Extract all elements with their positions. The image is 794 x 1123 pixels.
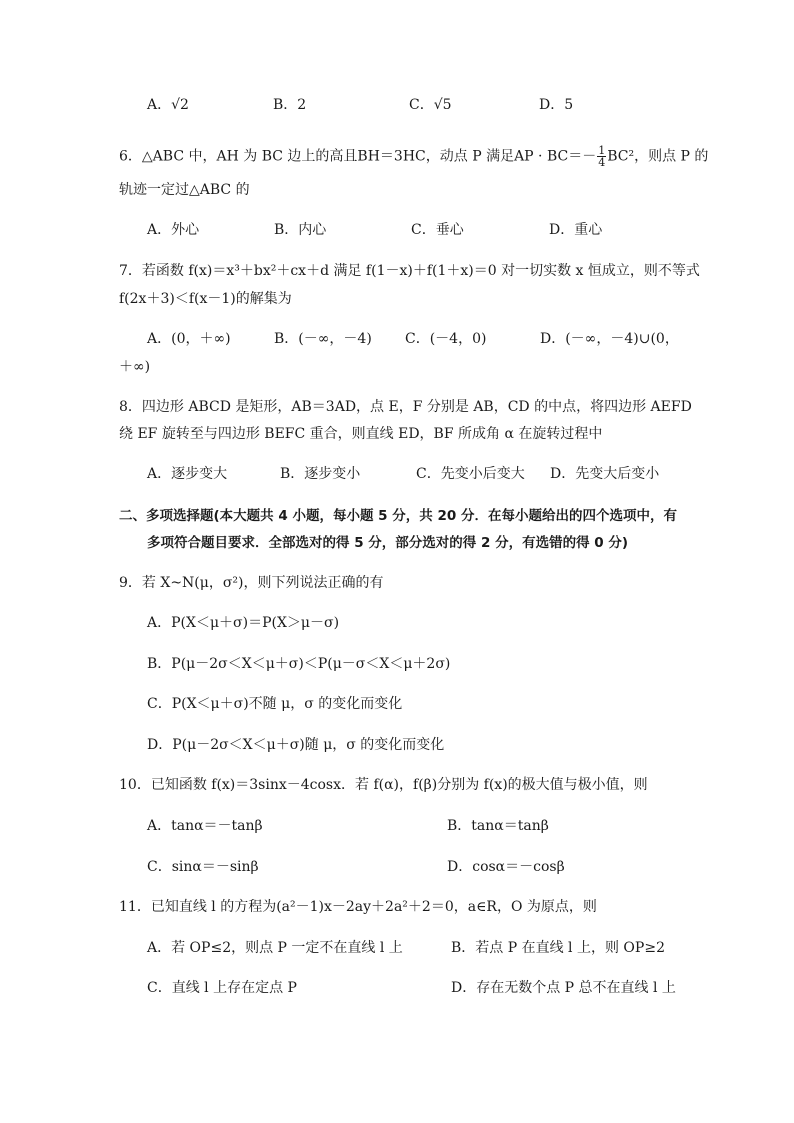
q8-option-c: C．先变小后变大 — [416, 466, 525, 482]
q7-option-d-continued: ＋∞) — [119, 359, 151, 375]
q8-stem-line1: 8．四边形 ABCD 是矩形，AB＝3AD，点 E，F 分别是 AB，CD 的中点，将四边形 AEFD — [119, 399, 692, 415]
q11-option-c: C．直线 l 上存在定点 P — [147, 980, 297, 996]
q8-option-b: B．逐步变小 — [280, 466, 361, 482]
q6-frac-num: 1 — [598, 144, 606, 157]
q9-option-a: A．P(X＜μ＋σ)＝P(X＞μ－σ) — [147, 615, 340, 631]
q5-option-c: C．√5 — [409, 97, 452, 113]
q6-frac-den: 4 — [598, 156, 606, 169]
q9-option-d: D．P(μ－2σ＜X＜μ＋σ)随 μ，σ 的变化而变化 — [147, 737, 445, 753]
q11-option-b: B．若点 P 在直线 l 上，则 OP≥2 — [451, 940, 665, 956]
q11-option-d: D．存在无数个点 P 总不在直线 l 上 — [451, 980, 676, 996]
q6-stem-line2: 轨迹一定过△ABC 的 — [119, 182, 250, 198]
q7-stem-line2: f(2x＋3)＜f(x－1)的解集为 — [119, 291, 292, 307]
q9-option-c: C．P(X＜μ＋σ)不随 μ，σ 的变化而变化 — [147, 696, 403, 712]
q8-option-a: A．逐步变大 — [147, 466, 228, 482]
q10-stem: 10．已知函数 f(x)＝3sinx－4cosx．若 f(α)，f(β)分别为 f(x)的极大值与极小值，则 — [119, 777, 648, 793]
q8-option-d: D．先变大后变小 — [550, 466, 660, 482]
q5-option-d: D．5 — [539, 97, 574, 113]
q7-stem-line1: 7．若函数 f(x)＝x³＋bx²＋cx＋d 满足 f(1－x)＋f(1＋x)＝0 对一切实数 x 恒成立，则不等式 — [119, 263, 700, 279]
q6-option-a: A．外心 — [147, 222, 200, 238]
q11-option-a: A．若 OP≤2，则点 P 一定不在直线 l 上 — [147, 940, 403, 956]
q6-option-c: C．垂心 — [411, 222, 464, 238]
q5-option-b: B．2 — [273, 97, 307, 113]
q10-option-d: D．cosα＝－cosβ — [447, 859, 565, 875]
q11-stem: 11．已知直线 l 的方程为(a²－1)x－2ay＋2a²＋2＝0，a∈R，O 为原点，则 — [119, 899, 597, 915]
q6-option-b: B．内心 — [274, 222, 327, 238]
q9-stem: 9．若 X~N(μ，σ²)，则下列说法正确的有 — [119, 575, 384, 591]
q10-option-c: C．sinα＝－sinβ — [147, 859, 259, 875]
section2-header-line1: 二、多项选择题(本大题共 4 小题，每小题 5 分，共 20 分．在每小题给出的四个选项中，有 — [119, 508, 677, 524]
q7-option-b: B．(－∞，－4) — [274, 331, 372, 347]
q8-stem-line2: 绕 EF 旋转至与四边形 BEFC 重合，则直线 ED，BF 所成角 α 在旋转过程中 — [119, 426, 603, 442]
q5-option-a: A．√2 — [147, 97, 189, 113]
q6-fraction — [597, 145, 606, 168]
q10-option-b: B．tanα＝tanβ — [447, 818, 549, 834]
q7-option-c: C．(－4，0) — [405, 331, 487, 347]
q6-stem — [119, 145, 708, 168]
section2-header-line2: 多项符合题目要求．全部选对的得 5 分，部分选对的得 2 分，有选错的得 0 分) — [147, 535, 629, 551]
q7-option-a: A．(0，＋∞) — [147, 331, 231, 347]
q6-option-d: D．重心 — [549, 222, 603, 238]
q6-stem-pre: 6．△ABC 中，AH 为 BC 边上的高且BH＝3HC，动点 P 满足AP · BC＝－ — [119, 148, 597, 165]
q9-option-b: B．P(μ－2σ＜X＜μ＋σ)＜P(μ－σ＜X＜μ＋2σ) — [147, 656, 451, 672]
q10-option-a: A．tanα＝－tanβ — [147, 818, 263, 834]
q6-stem-post: BC²，则点 P 的 — [607, 148, 709, 165]
q7-option-d: D．(－∞，－4)∪(0， — [540, 331, 679, 347]
